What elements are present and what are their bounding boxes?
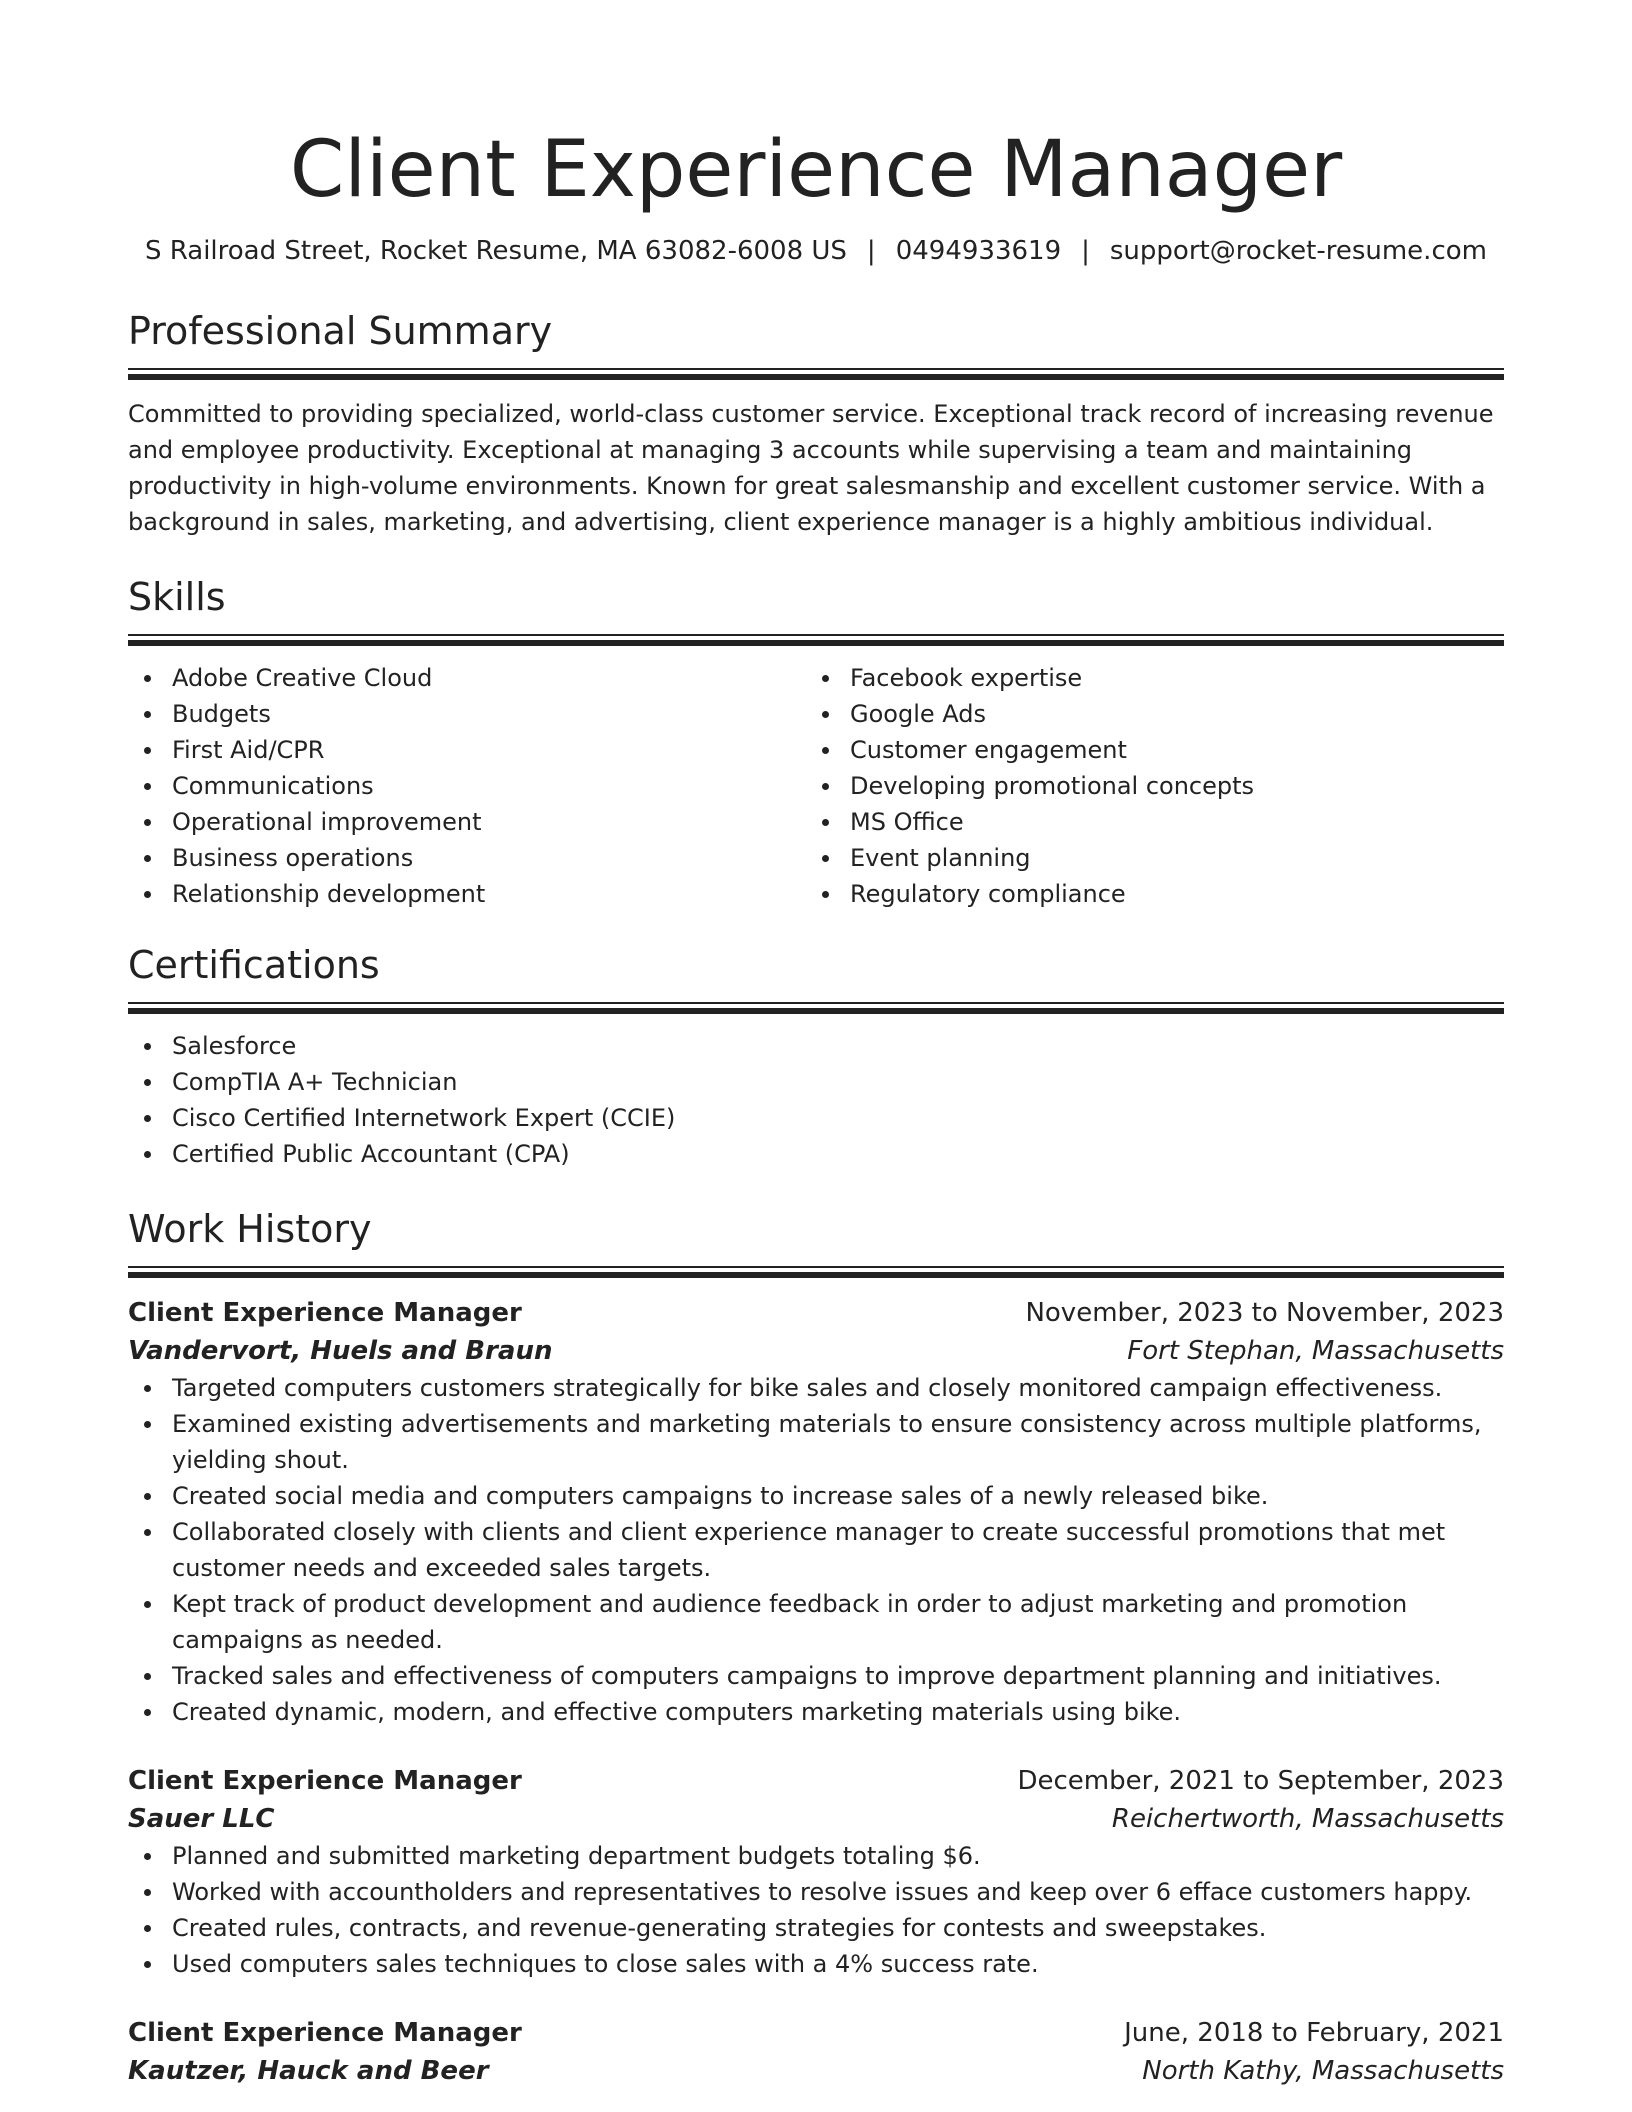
contact-separator: | <box>1081 236 1090 266</box>
job-entry <box>128 1294 1504 1730</box>
skills-column-left <box>128 660 806 912</box>
job-company: Kautzer, Hauck and Beer <box>128 2056 489 2086</box>
skill-item: Facebook expertise <box>850 660 1484 696</box>
section-title-summary: Professional Summary <box>128 309 553 353</box>
skill-item: Google Ads <box>850 696 1484 732</box>
skill-item: MS Office <box>850 804 1484 840</box>
certification-item: Certified Public Accountant (CPA) <box>172 1136 1504 1172</box>
job-bullets <box>128 1838 1504 1982</box>
certification-item: Cisco Certified Internetwork Expert (CCIE) <box>172 1100 1504 1136</box>
skill-item: First Aid/CPR <box>172 732 806 768</box>
skills-column-right <box>806 660 1484 912</box>
job-header <box>128 1762 1504 1800</box>
job-bullet: Created social media and computers campaigns to increase sales of a newly released bike. <box>172 1478 1504 1514</box>
summary-section <box>128 306 1504 540</box>
job-subheader <box>128 1800 1504 1838</box>
job-bullet: Created dynamic, modern, and effective computers marketing materials using bike. <box>172 1694 1504 1730</box>
job-bullet: Worked with accountholders and representatives to resolve issues and keep over 6 efface customers happy. <box>172 1874 1504 1910</box>
resume-page <box>128 0 1504 2090</box>
certifications-section <box>128 940 1504 1172</box>
skills-section <box>128 572 1504 912</box>
job-header <box>128 2014 1504 2052</box>
job-bullet: Planned and submitted marketing department budgets totaling $6. <box>172 1838 1504 1874</box>
skills-list-right <box>806 660 1484 912</box>
job-company: Sauer LLC <box>128 1804 275 1834</box>
job-company: Vandervort, Huels and Braun <box>128 1336 553 1366</box>
contact-email: support@rocket-resume.com <box>1109 236 1487 266</box>
job-entry <box>128 1762 1504 1982</box>
job-dates: December, 2021 to September, 2023 <box>1017 1766 1504 1796</box>
job-dates: June, 2018 to February, 2021 <box>1124 2018 1504 2048</box>
section-title-certifications: Certifications <box>128 943 380 987</box>
skill-item: Communications <box>172 768 806 804</box>
skill-item: Relationship development <box>172 876 806 912</box>
job-location: Fort Stephan, Massachusetts <box>1127 1336 1504 1366</box>
contact-separator: | <box>866 236 876 266</box>
section-title-work-history: Work History <box>128 1207 372 1251</box>
job-subheader <box>128 2052 1504 2090</box>
job-bullet: Used computers sales techniques to close sales with a 4% success rate. <box>172 1946 1504 1982</box>
skills-grid <box>128 660 1504 912</box>
resume-name: Client Experience Manager <box>289 125 1343 215</box>
job-bullet: Kept track of product development and audience feedback in order to adjust marketing and promotion campaigns as needed. <box>172 1586 1504 1658</box>
skills-list-left <box>128 660 806 912</box>
skill-item: Regulatory compliance <box>850 876 1484 912</box>
job-title: Client Experience Manager <box>128 1298 522 1328</box>
contact-line <box>128 234 1504 268</box>
section-divider <box>128 368 1504 382</box>
skill-item: Operational improvement <box>172 804 806 840</box>
job-bullet: Targeted computers customers strategically for bike sales and closely monitored campaign effectiveness. <box>172 1370 1504 1406</box>
skill-item: Customer engagement <box>850 732 1484 768</box>
job-header <box>128 1294 1504 1332</box>
contact-address: S Railroad Street, Rocket Resume, MA 63082-6008 US <box>145 236 847 266</box>
job-subheader <box>128 1332 1504 1370</box>
job-bullets <box>128 1370 1504 1730</box>
job-bullet: Tracked sales and effectiveness of computers campaigns to improve department planning and initiatives. <box>172 1658 1504 1694</box>
certifications-list <box>128 1028 1504 1172</box>
skill-item: Event planning <box>850 840 1484 876</box>
section-divider <box>128 1002 1504 1016</box>
certification-item: CompTIA A+ Technician <box>172 1064 1504 1100</box>
skill-item: Business operations <box>172 840 806 876</box>
job-location: North Kathy, Massachusetts <box>1142 2056 1504 2086</box>
job-title: Client Experience Manager <box>128 1766 522 1796</box>
section-divider <box>128 634 1504 648</box>
work-history-section <box>128 1204 1504 2090</box>
job-bullet: Created rules, contracts, and revenue-generating strategies for contests and sweepstakes. <box>172 1910 1504 1946</box>
summary-text: Committed to providing specialized, world-class customer service. Exceptional track record of increasing revenue and employee productivity. Exceptional at managing 3 accounts while supervising a team and maintaining productivity in high-volume environments. Known for great salesmanship and excellent customer service. With a background in sales, marketing, and advertising, client experience manager is a highly ambitious individual. <box>128 400 1494 536</box>
skill-item: Budgets <box>172 696 806 732</box>
contact-phone: 0494933619 <box>895 236 1062 266</box>
skill-item: Adobe Creative Cloud <box>172 660 806 696</box>
job-entry <box>128 2014 1504 2090</box>
job-location: Reichertworth, Massachusetts <box>1111 1804 1504 1834</box>
skill-item: Developing promotional concepts <box>850 768 1484 804</box>
job-bullet: Examined existing advertisements and marketing materials to ensure consistency across multiple platforms, yielding shout. <box>172 1406 1504 1478</box>
certification-item: Salesforce <box>172 1028 1504 1064</box>
job-title: Client Experience Manager <box>128 2018 522 2048</box>
job-dates: November, 2023 to November, 2023 <box>1025 1298 1504 1328</box>
job-bullet: Collaborated closely with clients and client experience manager to create successful promotions that met customer needs and exceeded sales targets. <box>172 1514 1504 1586</box>
section-divider <box>128 1266 1504 1280</box>
section-title-skills: Skills <box>128 575 226 619</box>
